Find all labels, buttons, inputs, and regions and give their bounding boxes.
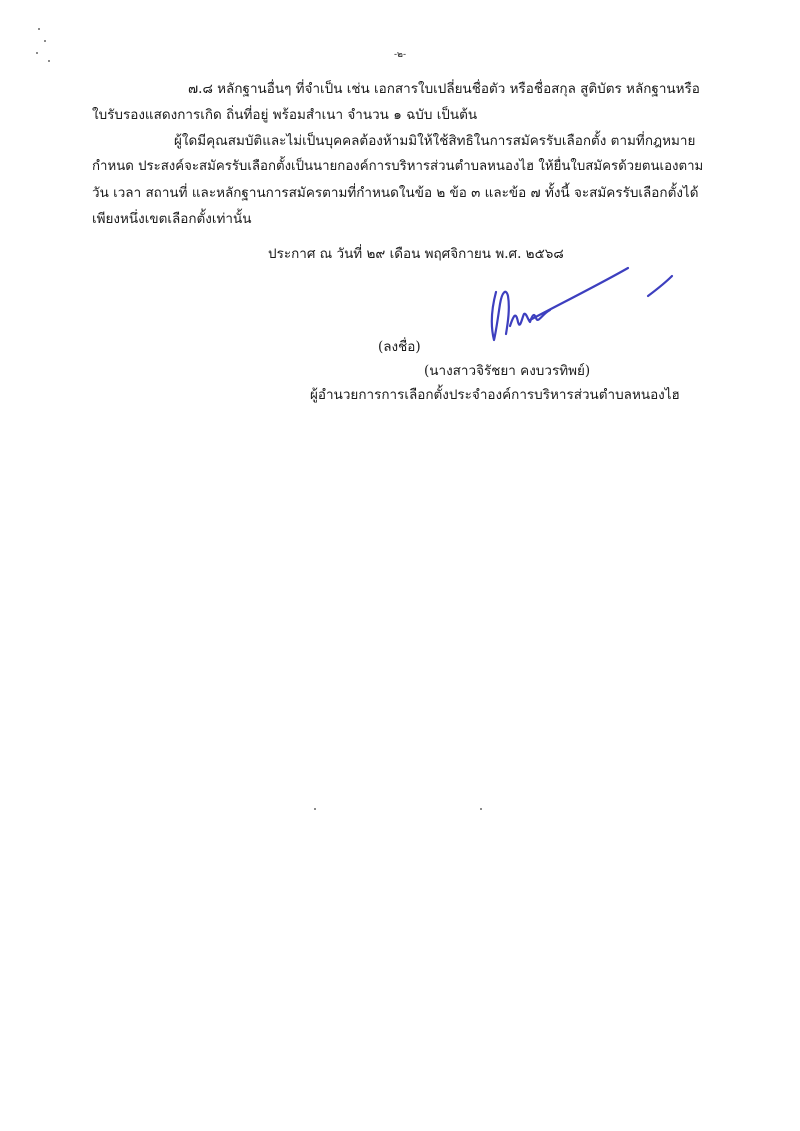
signer-position: ผู้อำนวยการการเลือกตั้งประจำองค์การบริหารส่วนตำบลหนองไฮ (310, 387, 680, 403)
signature-image (470, 262, 680, 352)
paragraph-7-8-line-1: ๗.๘ หลักฐานอื่นๆ ที่จำเป็น เช่น เอกสารใบเปลี่ยนชื่อตัว หรือชื่อสกุล สูติบัตร หลักฐานหรือ (188, 81, 700, 97)
paragraph-7-8-line-2: ใบรับรองแสดงการเกิด ถิ่นที่อยู่ พร้อมสำเนา จำนวน ๑ ฉบับ เป็นต้น (92, 107, 478, 123)
signer-name: (นางสาวจิรัชยา คงบวรทิพย์) (424, 363, 591, 379)
signed-label: (ลงชื่อ) (378, 339, 421, 355)
eligibility-line-2: กำหนด ประสงค์จะสมัครรับเลือกตั้งเป็นนายกองค์การบริหารส่วนตำบลหนองไฮ ให้ยื่นใบสมัครด้วยตนเองตาม (92, 159, 704, 174)
eligibility-line-1: ผู้ใดมีคุณสมบัติและไม่เป็นบุคคลต้องห้ามมิให้ใช้สิทธิในการสมัครรับเลือกตั้ง ตามที่กฎหมาย (174, 133, 696, 149)
page-number: -๒- (393, 50, 406, 60)
eligibility-line-3: วัน เวลา สถานที่ และหลักฐานการสมัครตามที่กำหนดในข้อ ๒ ข้อ ๓ และข้อ ๗ ทั้งนี้ จะสมัครรับเลือกตั้งได้ (92, 185, 699, 201)
eligibility-line-4: เพียงหนึ่งเขตเลือกตั้งเท่านั้น (92, 211, 252, 227)
announcement-date: ประกาศ ณ วันที่ ๒๙ เดือน พฤศจิกายน พ.ศ. ๒๕๖๘ (268, 246, 564, 262)
